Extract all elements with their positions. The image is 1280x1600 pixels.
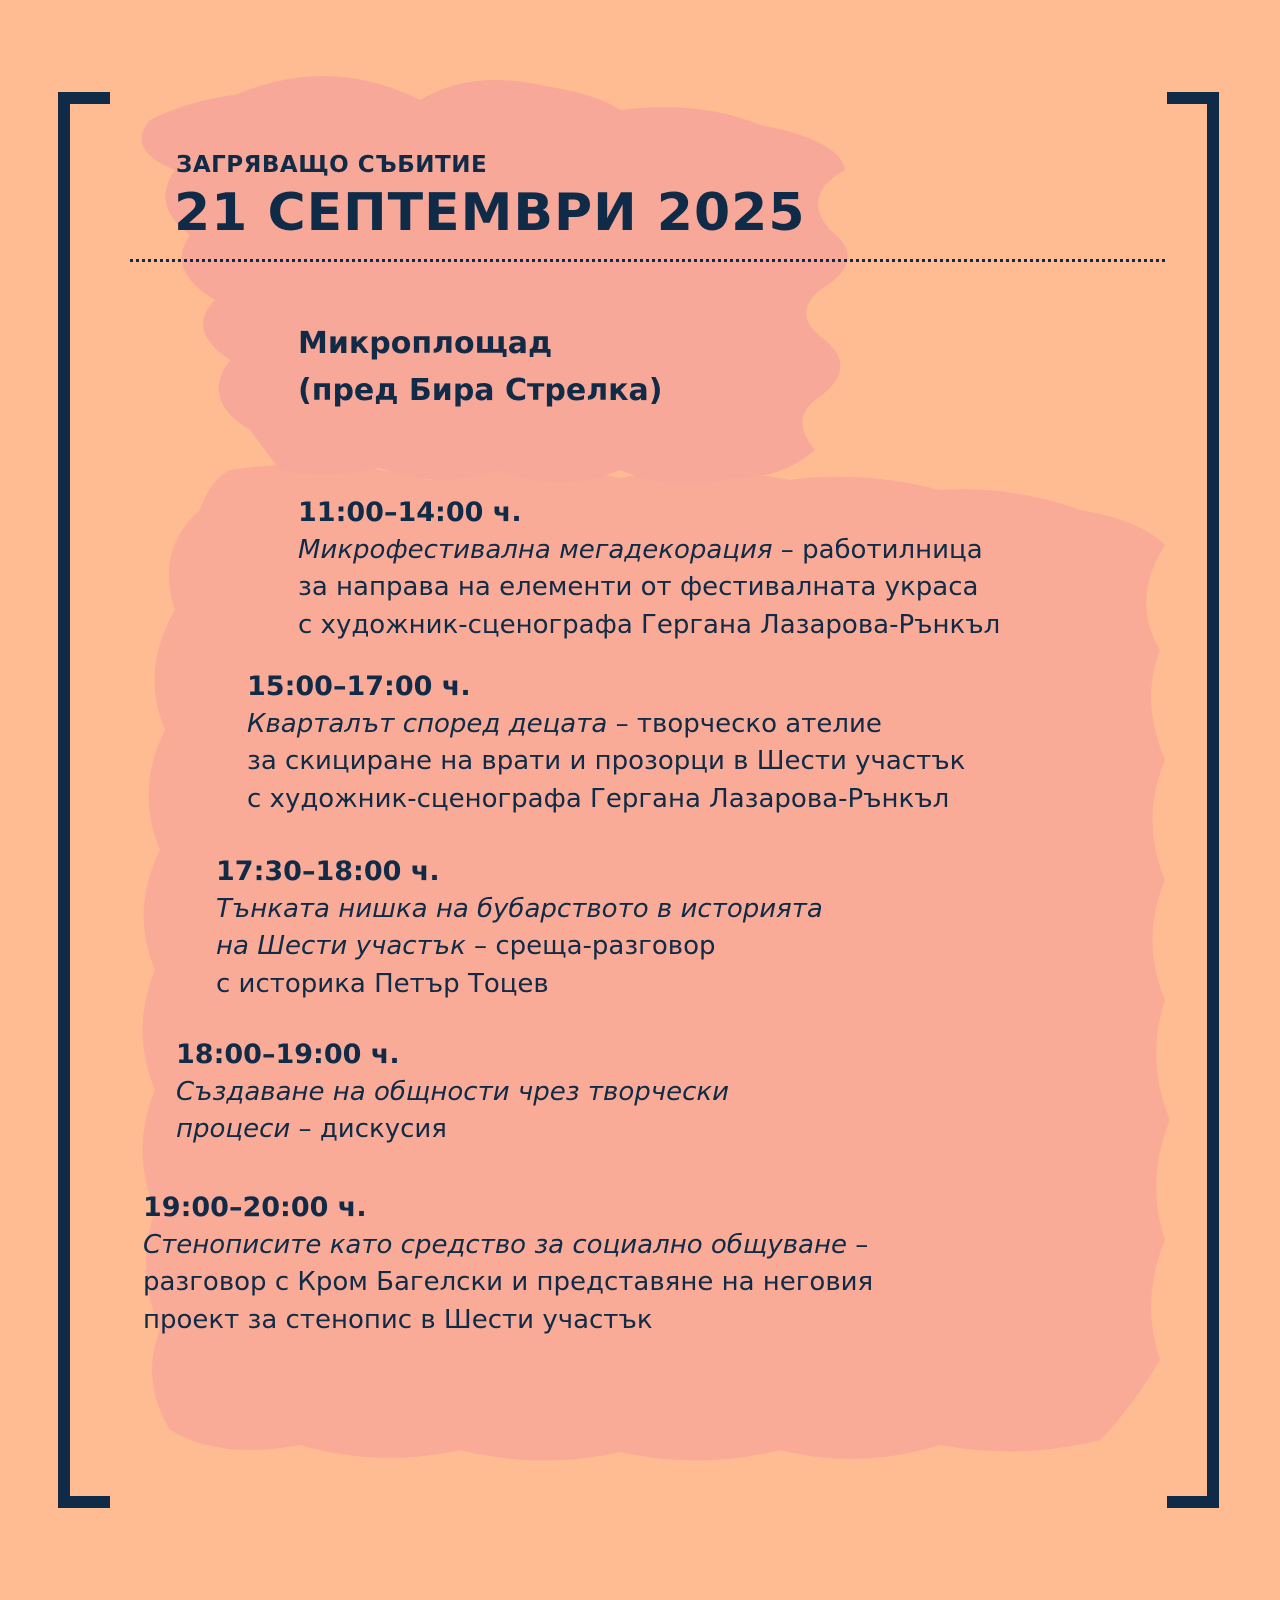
session-description-line: за направа на елементи от фестивалната украса: [298, 572, 979, 602]
session-title-line: [176, 1111, 729, 1149]
session-title-line: [216, 928, 823, 966]
session-title: Стенописите като средство за социално общуване: [143, 1229, 847, 1260]
session-description-line: с художник-сценографа Гергана Лазарова-Рънкъл: [298, 609, 1001, 640]
session-description-line: проект за стенопис в Шести участък: [143, 1304, 653, 1335]
venue-location: (пред Бира Стрелка): [298, 373, 663, 408]
session-description-line: с историка Петър Тоцев: [216, 968, 549, 999]
session-type: – дискусия: [290, 1114, 447, 1144]
event-date-title: 21 СЕПТЕМВРИ 2025: [174, 183, 806, 243]
session-item: [216, 853, 823, 1003]
session-title-line: [216, 891, 823, 929]
right-bracket-frame: [1167, 92, 1219, 1508]
session-type: – среща-разговор: [465, 931, 716, 961]
upper-leaf-shape: [142, 76, 848, 485]
venue-block: [298, 320, 663, 414]
session-title: на Шести участък: [216, 931, 466, 961]
left-bracket-frame: [58, 92, 110, 1508]
session-title: Микрофестивална мегадекорация: [298, 534, 773, 565]
session-type: –: [846, 1229, 869, 1260]
session-type: – творческо ателие: [607, 708, 882, 739]
session-title: Кварталът според децата: [247, 708, 608, 739]
session-title: Създаване на общности чрез творчески: [176, 1076, 729, 1107]
session-title-line: [143, 1227, 873, 1265]
session-item: [247, 668, 965, 818]
session-title: Тънката нишка на бубарството в историята: [216, 893, 823, 924]
session-description-line: с художник-сценографа Гергана Лазарова-Рънкъл: [247, 783, 950, 814]
session-type: – работилница: [772, 534, 983, 565]
session-time: 18:00–19:00 ч.: [176, 1039, 400, 1070]
event-kicker: ЗАГРЯВАЩО СЪБИТИЕ: [176, 152, 488, 178]
session-time: 17:30–18:00 ч.: [216, 856, 440, 887]
session-description-line: разговор с Кром Багелски и представяне на неговия: [143, 1267, 874, 1297]
session-title-line: [247, 706, 965, 744]
session-time: 11:00–14:00 ч.: [298, 497, 522, 528]
session-title-line: [298, 532, 1000, 570]
session-title-line: [176, 1074, 729, 1112]
session-time: 15:00–17:00 ч.: [247, 671, 471, 702]
session-item: [176, 1036, 729, 1149]
session-item: [298, 494, 1000, 644]
session-description-line: за скициране на врати и прозорци в Шести участък: [247, 746, 966, 776]
session-time: 19:00–20:00 ч.: [143, 1192, 367, 1223]
session-item: [143, 1189, 873, 1339]
dotted-divider: [130, 259, 1165, 262]
session-title: процеси: [176, 1114, 291, 1144]
venue-name: Микроплощад: [298, 326, 553, 361]
